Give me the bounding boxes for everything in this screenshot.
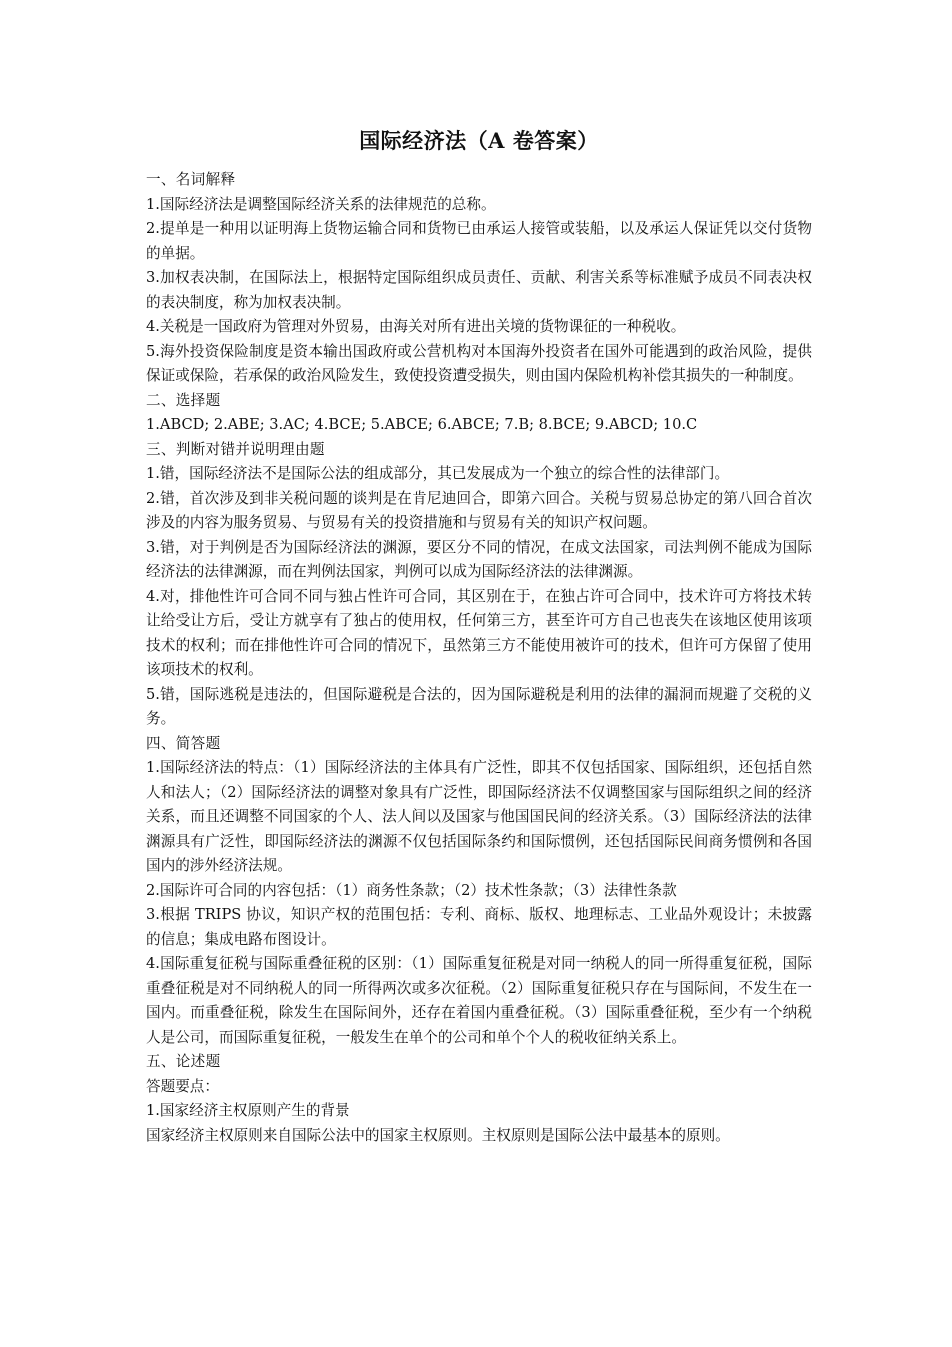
paragraph: 2.提单是一种用以证明海上货物运输合同和货物已由承运人接管或装船，以及承运人保证凭以交付货物的单据。: [146, 220, 812, 262]
section-heading-2: 二、选择题: [146, 391, 221, 409]
paragraph: 3.错，对于判例是否为国际经济法的渊源，要区分不同的情况，在成文法国家，司法判例不能成为国际经济法的法律渊源，而在判例法国家，判例可以成为国际经济法的法律渊源。: [146, 538, 812, 580]
section-heading-1: 一、名词解释: [146, 171, 236, 188]
paragraph: 1.国际经济法的特点：（1）国际经济法的主体具有广泛性，即其不仅包括国家、国际组织，还包括自然人和法人；（2）国际经济法的调整对象具有广泛性，即国际经济法不仅调整国家与国际组织之间的经济关系，而且还调整不同国家的个人、法人间以及国家与他国国民间的经济关系。（3）国际经济法的法律渊源具有广泛性，即国际经济法的渊源不仅包括国际条约和国际惯例，还包括国际民间商务惯例和各国国内的涉外经济法规。: [146, 759, 812, 874]
paragraph: 1.国际经济法是调整国际经济关系的法律规范的总称。: [146, 195, 496, 213]
paragraph: 1.错，国际经济法不是国际公法的组成部分，其已发展成为一个独立的综合性的法律部门。: [146, 465, 730, 482]
paragraph: 3.加权表决制，在国际法上，根据特定国际组织成员责任、贡献、利害关系等标准赋予成员不同表决权的表决制度，称为加权表决制。: [146, 269, 812, 311]
section-heading-3: 三、判断对错并说明理由题: [146, 440, 325, 458]
paragraph: 答题要点：: [146, 1077, 219, 1095]
paragraph: 4.关税是一国政府为管理对外贸易，由海关对所有进出关境的货物课征的一种税收。: [146, 318, 686, 335]
paragraph: 5.海外投资保险制度是资本输出国政府或公营机构对本国海外投资者在国外可能遇到的政治风险，提供保证或保险，若承保的政治风险发生，致使投资遭受损失，则由国内保险机构补偿其损失的一种制度。: [146, 342, 812, 384]
paragraph: 4.国际重复征税与国际重叠征税的区别：（1）国际重复征税是对同一纳税人的同一所得重复征税，国际重叠征税是对不同纳税人的同一所得两次或多次征税。（2）国际重复征税只存在与国际间，不发生在一国内。而重叠征税，除发生在国际间外，还存在着国内重叠征税。（3）国际重叠征税，至少有一个纳税人是公司，而国际重复征税，一般发生在单个的公司和单个个人的税收征纳关系上。: [146, 955, 812, 1046]
section-heading-4: 四、简答题: [146, 734, 221, 752]
paragraph: 1.国家经济主权原则产生的背景: [146, 1102, 350, 1119]
answer-list: 1.ABCD; 2.ABE; 3.AC; 4.BCE; 5.ABCE; 6.ABCE; 7.B; 8.BCE; 9.ABCD; 10.C: [146, 416, 698, 433]
document-body: [146, 126, 812, 1148]
section-heading-5: 五、论述题: [146, 1053, 221, 1070]
paragraph: 2.错，首次涉及到非关税问题的谈判是在肯尼迪回合，即第六回合。关税与贸易总协定的第八回合首次涉及的内容为服务贸易、与贸易有关的投资措施和与贸易有关的知识产权问题。: [146, 489, 812, 531]
document-title: 国际经济法（A 卷答案）: [359, 128, 599, 153]
paragraph: 3.根据 TRIPS 协议，知识产权的范围包括：专利、商标、版权、地理标志、工业品外观设计；未披露的信息；集成电路布图设计。: [146, 906, 812, 948]
paragraph: 4.对，排他性许可合同不同与独占性许可合同，其区别在于，在独占许可合同中，技术许可方将技术转让给受让方后，受让方就享有了独占的使用权，任何第三方，甚至许可方自己也丧失在该地区使用该项技术的权利；而在排他性许可合同的情况下，虽然第三方不能使用被许可的技术，但许可方保留了使用该项技术的权利。: [146, 587, 812, 678]
paragraph: 2.国际许可合同的内容包括：（1）商务性条款；（2）技术性条款；（3）法律性条款: [146, 881, 677, 899]
paragraph: 5.错，国际逃税是违法的，但国际避税是合法的，因为国际避税是利用的法律的漏洞而规避了交税的义务。: [146, 685, 812, 727]
paragraph: 国家经济主权原则来自国际公法中的国家主权原则。主权原则是国际公法中最基本的原则。: [146, 1126, 730, 1144]
